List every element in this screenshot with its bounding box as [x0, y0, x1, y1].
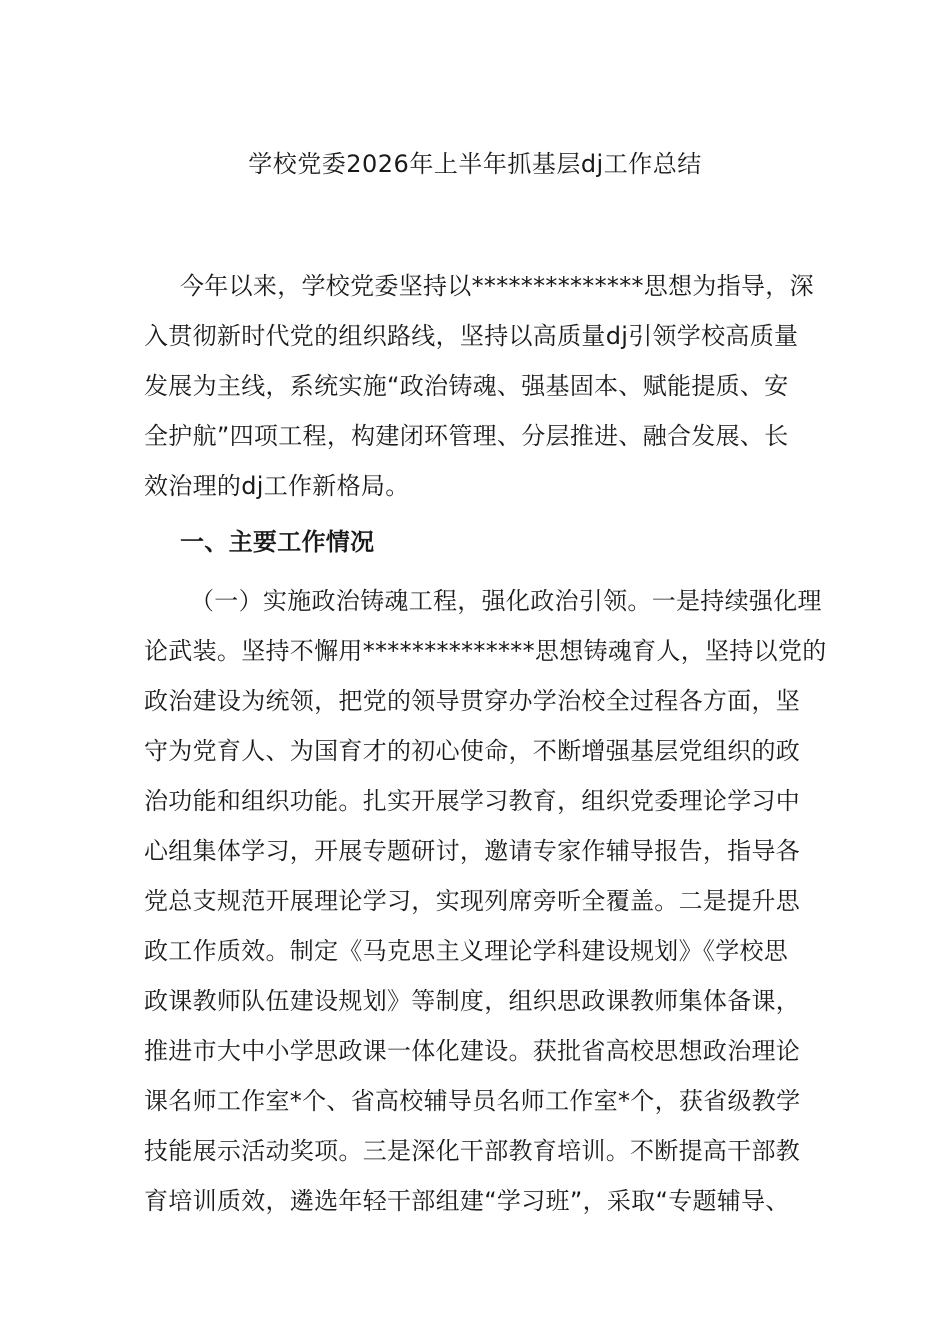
paragraph-line: 课名师工作室*个、省高校辅导员名师工作室*个，获省级教学 — [144, 1087, 801, 1115]
paragraph-line: 效治理的dj工作新格局。 — [144, 472, 410, 500]
document-title: 学校党委2026年上半年抓基层dj工作总结 — [248, 150, 702, 178]
paragraph-line: 守为党育人、为国育才的初心使命，不断增强基层党组织的政 — [144, 737, 801, 765]
section-paragraph — [144, 576, 827, 1226]
paragraph-line: 今年以来，学校党委坚持以**************思想为指导，深 — [180, 272, 814, 300]
section-heading-block — [144, 517, 809, 567]
paragraph-line: 育培训质效，遴选年轻干部组建“学习班”，采取“专题辅导、 — [144, 1187, 790, 1215]
paragraph-line: 全护航”四项工程，构建闭环管理、分层推进、融合发展、长 — [144, 422, 789, 450]
section-heading: 一、主要工作情况 — [180, 528, 375, 556]
paragraph-line: 论武装。坚持不懈用**************思想铸魂育人，坚持以党的 — [144, 637, 827, 665]
paragraph-line: 入贯彻新时代党的组织路线，坚持以高质量dj引领学校高质量 — [144, 322, 799, 350]
intro-paragraph — [144, 261, 814, 511]
paragraph-line: 政课教师队伍建设规划》等制度，组织思政课教师集体备课， — [144, 987, 801, 1015]
paragraph-line: 技能展示活动奖项。三是深化干部教育培训。不断提高干部教 — [144, 1137, 801, 1165]
paragraph-line: 心组集体学习，开展专题研讨，邀请专家作辅导报告，指导各 — [144, 837, 801, 865]
paragraph-line: 政治建设为统领，把党的领导贯穿办学治校全过程各方面，坚 — [144, 687, 801, 715]
paragraph-line: 政工作质效。制定《马克思主义理论学科建设规划》《学校思 — [144, 937, 789, 965]
paragraph-line: 发展为主线，系统实施“政治铸魂、强基固本、赋能提质、安 — [144, 372, 789, 400]
paragraph-line: 推进市大中小学思政课一体化建设。获批省高校思想政治理论 — [144, 1037, 801, 1065]
paragraph-line: （一）实施政治铸魂工程，强化政治引领。一是持续强化理 — [190, 587, 822, 615]
paragraph-line: 治功能和组织功能。扎实开展学习教育，组织党委理论学习中 — [144, 787, 801, 815]
paragraph-line: 党总支规范开展理论学习，实现列席旁听全覆盖。二是提升思 — [144, 887, 801, 915]
